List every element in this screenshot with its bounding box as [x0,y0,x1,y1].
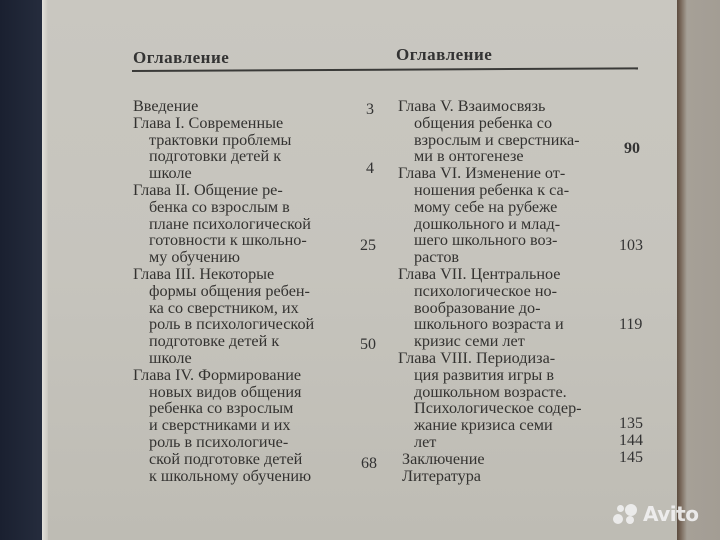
toc-line: готовности к школьно- [149,231,307,250]
toc-line: общения ребенка со [414,113,553,132]
toc-line: трактовки проблемы [149,130,292,149]
right-header: Оглавление [396,45,493,64]
toc-entry-ch2: Глава II. Общение ре- [133,180,283,199]
toc-line: дошкольном возрасте. [414,382,567,401]
page-number: 119 [619,316,643,333]
toc-entry-ch4: Глава IV. Формирование [133,365,302,384]
toc-line: растов [414,248,460,267]
toc-line: школе [149,164,192,183]
toc-line: школе [149,348,192,367]
toc-line: ка со сверстником, их [149,298,299,317]
toc-entry-ch5: Глава V. Взаимосвязь [398,97,546,115]
toc-line: плане психологической [149,214,311,233]
page-gutter [42,0,48,540]
toc-line: дошкольного и млад- [414,214,561,233]
toc-entry-ch6: Глава VI. Изменение от- [398,164,566,183]
toc-line: ношения ребенка к са- [414,180,570,199]
page-number: 3 [366,101,374,118]
left-header: Оглавление [133,48,230,67]
toc-line: и сверстниками и их [149,416,291,435]
toc-line: роль в психологической [149,315,315,334]
toc-entry-ch7: Глава VII. Центральное [398,264,561,283]
page-number: 103 [619,237,643,254]
toc-line: формы общения ребен- [149,281,310,300]
left-toc [133,98,329,484]
toc-entry-ch1: Глава I. Современные [133,113,284,132]
toc-entry-ch3: Глава III. Некоторые [133,264,275,283]
toc-line: ребенка со взрослым [149,399,294,418]
toc-line: ми в онтогенезе [414,147,524,166]
toc-line: взрослым и сверстника- [414,130,580,149]
book-cover-edge [0,0,42,540]
toc-line: лет [414,432,437,451]
page-number: 135 [619,415,643,432]
toc-entry-literature: Литература [402,466,481,485]
toc-entry-ch8: Глава VIII. Периодиза- [398,348,556,367]
toc-line: подготовке детей к [149,332,280,351]
toc-line: кризис семи лет [414,332,525,351]
avito-logo-icon [613,504,639,524]
right-toc [398,98,598,484]
page-number: 25 [360,237,376,254]
toc-line: ция развития игры в [414,365,554,384]
toc-line: новых видов общения [149,382,302,401]
toc-line: шего школьного воз- [414,231,558,250]
toc-line: Психологическое содер- [414,399,582,418]
avito-watermark-text: Avito [643,502,699,526]
page-number: 144 [619,432,643,449]
toc-line: роль в психологиче- [149,432,289,451]
toc-line: к школьному обучению [149,466,312,485]
toc-line: вообразование до- [414,298,541,317]
toc-line: му обучению [149,248,240,267]
toc-line: подготовки детей к [149,147,282,166]
toc-line: бенка со взрослым в [149,197,290,216]
toc-line: жание кризиса семи [414,416,553,435]
page-right-edge [677,0,720,540]
page-number: 68 [361,455,377,472]
avito-watermark [613,502,698,526]
page-number: 4 [366,160,374,177]
page-number: 90 [624,140,640,157]
toc-line: психологическое но- [414,281,557,300]
toc-line: ской подготовке детей [149,449,303,468]
toc-line: мому себе на рубеже [414,197,558,216]
toc-entry-introduction: Введение [133,97,199,115]
toc-entry-conclusion: Заключение [402,449,485,468]
toc-line: школьного возраста и [414,315,564,334]
page-number: 50 [360,336,376,353]
page-number: 145 [619,449,643,466]
